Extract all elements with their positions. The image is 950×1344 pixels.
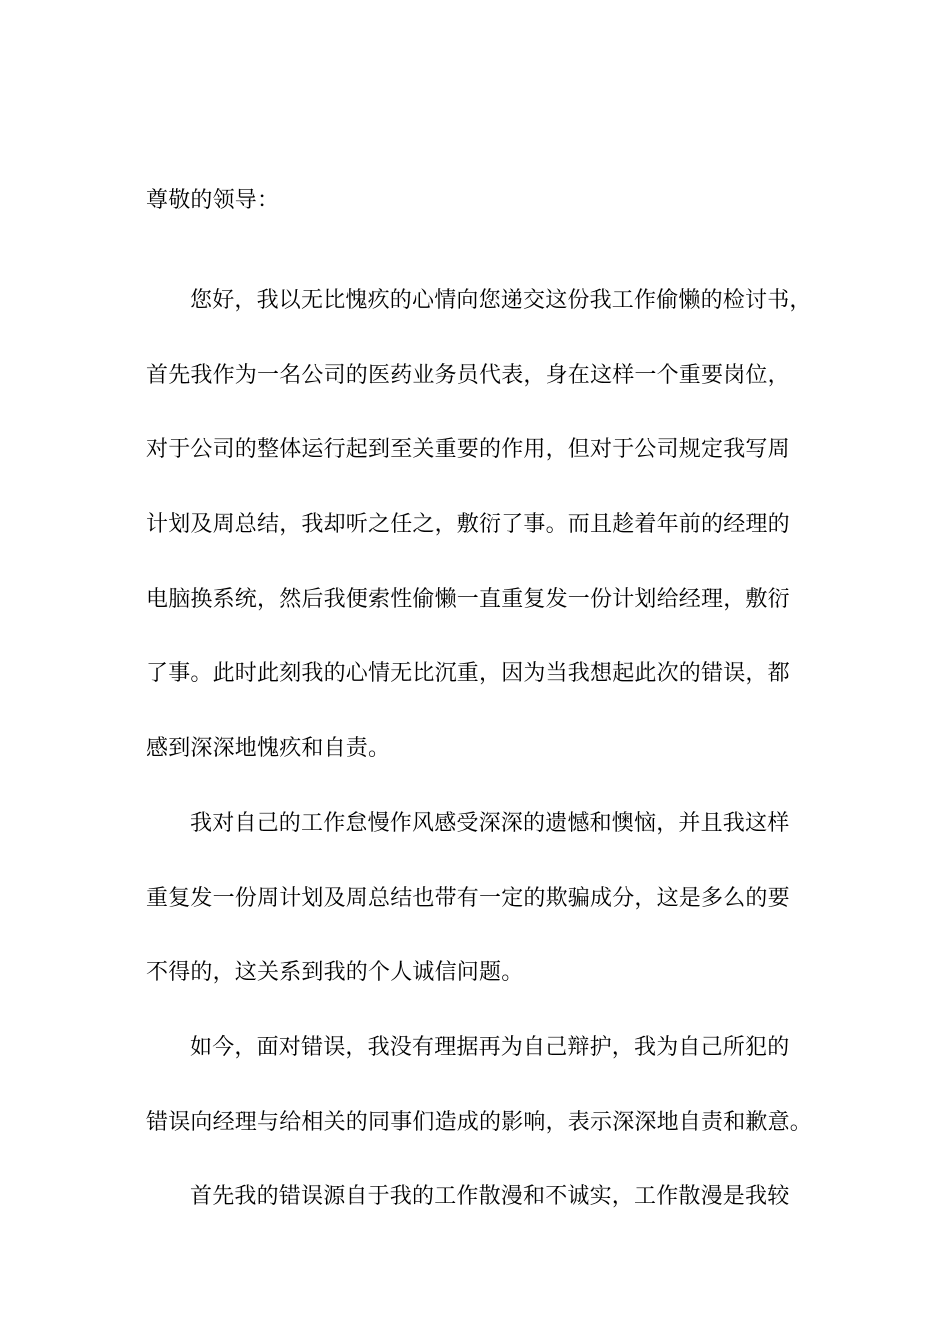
paragraph-1-line-6: 了事。此时此刻我的心情无比沉重，因为当我想起此次的错误，都 [146, 661, 790, 686]
paragraph-4-line-1: 首先我的错误源自于我的工作散漫和不诚实，工作散漫是我较 [190, 1184, 790, 1209]
paragraph-2-line-2: 重复发一份周计划及周总结也带有一定的欺骗成分，这是多么的要 [146, 886, 790, 911]
paragraph-1-line-3: 对于公司的整体运行起到至关重要的作用，但对于公司规定我写周 [146, 437, 790, 462]
paragraph-3-line-1: 如今，面对错误，我没有理据再为自己辩护，我为自己所犯的 [190, 1035, 790, 1060]
paragraph-3-line-2: 错误向经理与给相关的同事们造成的影响，表示深深地自责和歉意。 [146, 1110, 813, 1135]
paragraph-1-line-2: 首先我作为一名公司的医药业务员代表，身在这样一个重要岗位， [146, 363, 790, 388]
salutation: 尊敬的领导： [146, 188, 280, 213]
paragraph-1-line-1: 您好，我以无比愧疚的心情向您递交这份我工作偷懒的检讨书， [190, 288, 812, 313]
paragraph-1-line-4: 计划及周总结，我却听之任之，敷衍了事。而且趁着年前的经理的 [146, 512, 790, 537]
paragraph-1-line-7: 感到深深地愧疚和自责。 [146, 736, 391, 761]
paragraph-2-line-3: 不得的，这关系到我的个人诚信问题。 [146, 960, 524, 985]
paragraph-1-line-5: 电脑换系统，然后我便索性偷懒一直重复发一份计划给经理，敷衍 [146, 587, 790, 612]
paragraph-2-line-1: 我对自己的工作怠慢作风感受深深的遗憾和懊恼，并且我这样 [190, 811, 790, 836]
